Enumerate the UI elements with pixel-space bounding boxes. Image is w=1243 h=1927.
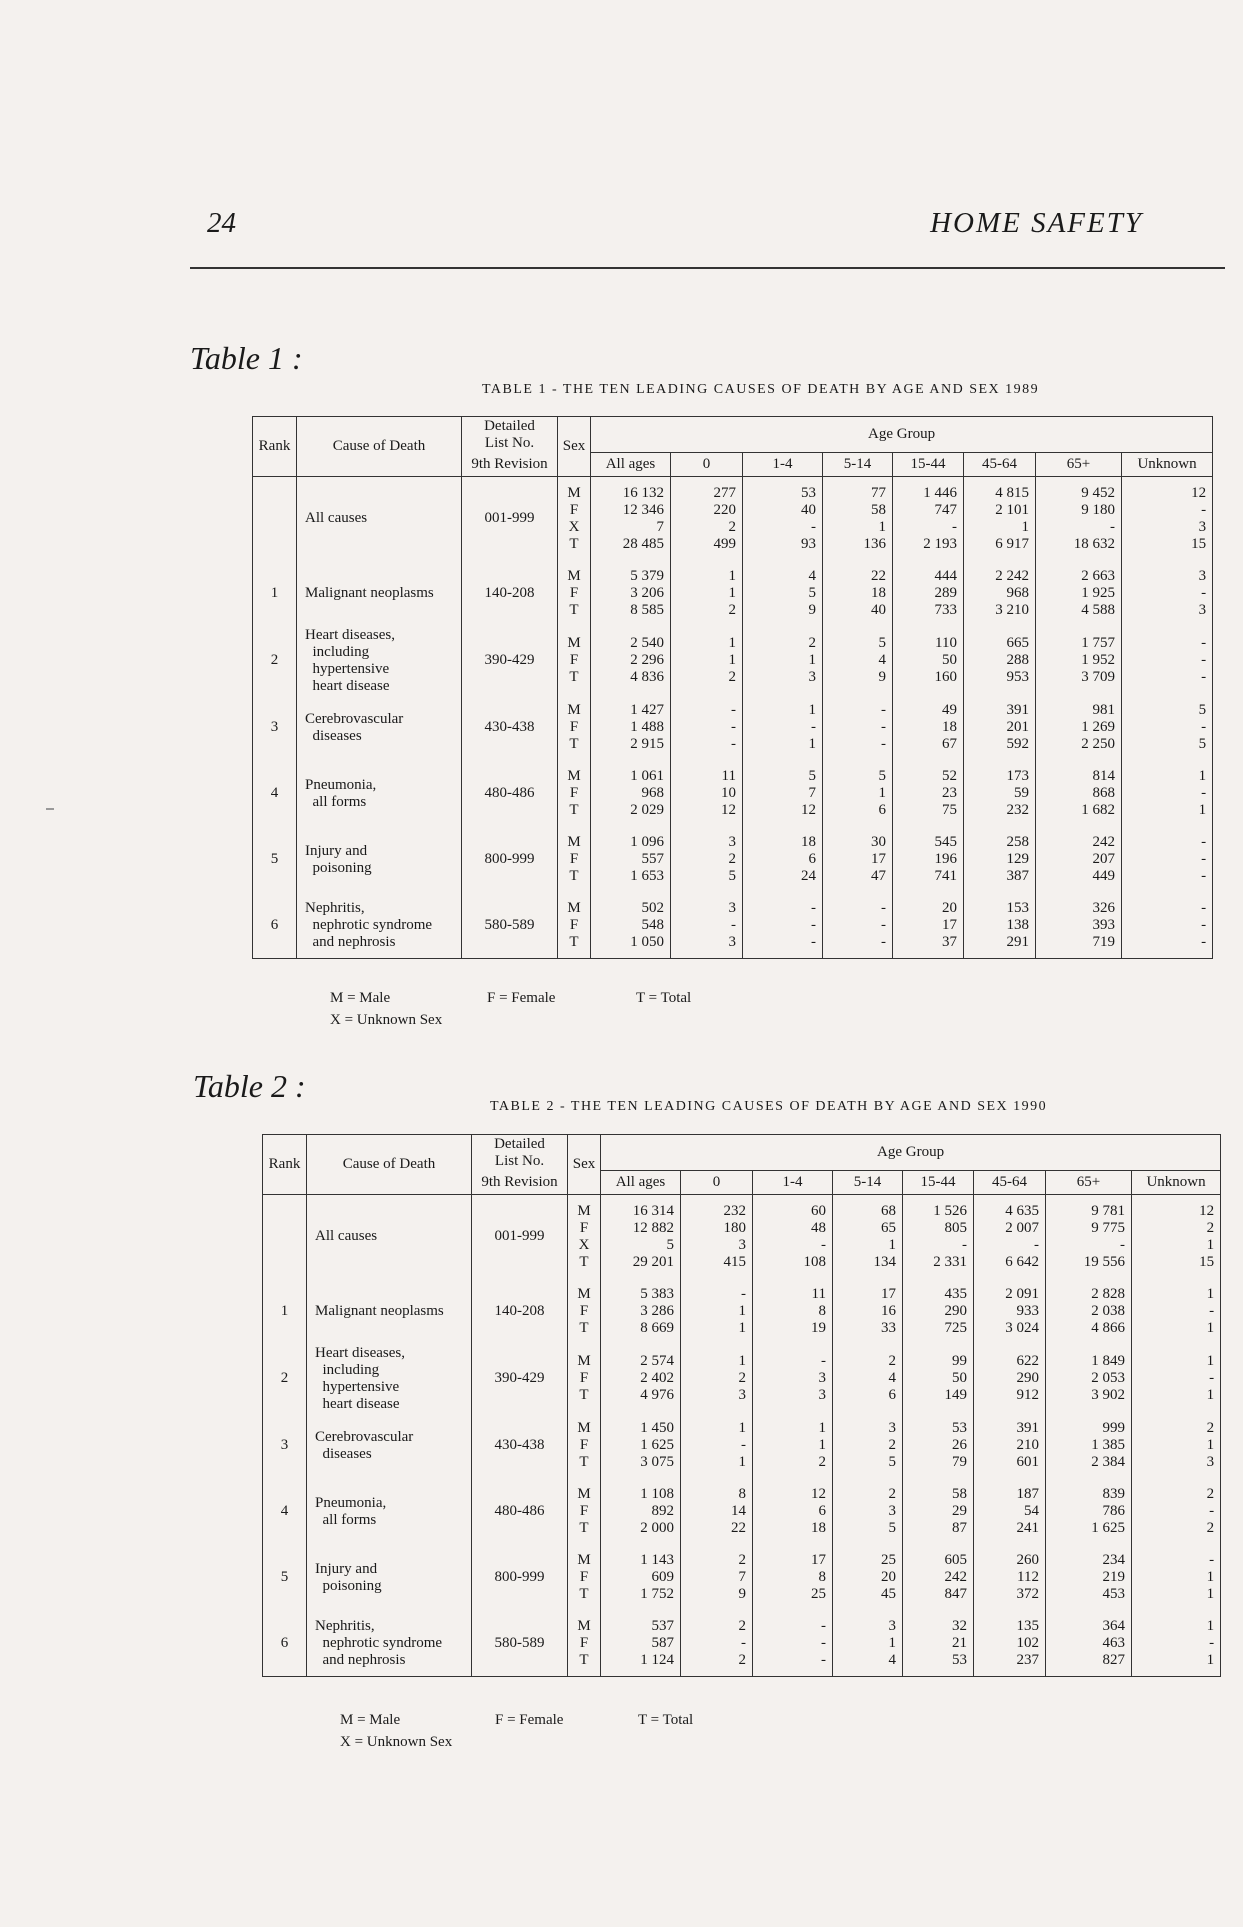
margin-mark	[46, 808, 54, 810]
rank-cell: 1	[263, 1279, 307, 1345]
value-cell: 30 17 47	[823, 827, 893, 893]
table-2-footnote-female: F = Female	[495, 1712, 564, 1728]
value-cell: 537 587 1 124	[601, 1611, 681, 1677]
header-rule	[190, 267, 1225, 269]
age-col-header: All ages	[591, 453, 671, 477]
sex-cell: M F T	[568, 1611, 601, 1677]
value-cell: 605 242 847	[903, 1545, 974, 1611]
rank-cell	[263, 1195, 307, 1279]
rank-cell: 2	[263, 1345, 307, 1413]
value-cell: 53 26 79	[903, 1413, 974, 1479]
value-cell: 1 757 1 952 3 709	[1036, 627, 1122, 695]
value-cell: 3 2 5	[671, 827, 743, 893]
value-cell: 1 427 1 488 2 915	[591, 695, 671, 761]
cause-cell: All causes	[307, 1195, 472, 1279]
value-cell: 135 102 237	[974, 1611, 1046, 1677]
table-2-footnote-unknown: X = Unknown Sex	[340, 1734, 453, 1750]
table-2	[262, 1134, 1221, 1677]
age-group-header: Age Group	[601, 1135, 1221, 1171]
list-no-cell: 800-999	[472, 1545, 568, 1611]
rank-header: Rank	[263, 1135, 307, 1195]
value-cell: - - -	[823, 695, 893, 761]
sex-header: Sex	[568, 1135, 601, 1195]
value-cell: 545 196 741	[893, 827, 964, 893]
value-cell: 3 1 4	[833, 1611, 903, 1677]
value-cell: 364 463 827	[1046, 1611, 1132, 1677]
value-cell: 49 18 67	[893, 695, 964, 761]
list-no-label: List No.	[484, 434, 535, 451]
value-cell: 58 29 87	[903, 1479, 974, 1545]
value-cell: - - -	[743, 893, 823, 959]
cause-cell: Injury and poisoning	[307, 1545, 472, 1611]
sex-cell: M F T	[558, 627, 591, 695]
value-cell: 5 7 12	[743, 761, 823, 827]
value-cell: 2 3 5	[833, 1479, 903, 1545]
value-cell: 3 - 3	[671, 893, 743, 959]
table-row	[263, 1413, 1221, 1479]
rank-cell: 2	[253, 627, 297, 695]
age-col-header: 1-4	[753, 1171, 833, 1195]
value-cell: - 3 3	[753, 1345, 833, 1413]
value-cell: 234 219 453	[1046, 1545, 1132, 1611]
value-cell: 2 4 6	[833, 1345, 903, 1413]
table-1-footnote-unknown: X = Unknown Sex	[330, 1012, 443, 1028]
value-cell: 20 17 37	[893, 893, 964, 959]
rank-cell	[253, 477, 297, 561]
sex-cell: M F X T	[568, 1195, 601, 1279]
table-row	[253, 477, 1213, 561]
age-col-header: 45-64	[974, 1171, 1046, 1195]
value-cell: 8 14 22	[681, 1479, 753, 1545]
value-cell: - - -	[671, 695, 743, 761]
value-cell: 4 635 2 007 - 6 642	[974, 1195, 1046, 1279]
sex-cell: M F T	[558, 827, 591, 893]
value-cell: 18 6 24	[743, 827, 823, 893]
value-cell: 1 1 2	[671, 627, 743, 695]
cause-cell: Cerebrovascular diseases	[307, 1413, 472, 1479]
age-col-header: 1-4	[743, 453, 823, 477]
value-cell: 1 - 1	[743, 695, 823, 761]
table-1-footnote-male: M = Male	[330, 990, 391, 1006]
table-2-label: Table 2 :	[193, 1068, 306, 1104]
list-no-label: List No.	[494, 1152, 545, 1169]
value-cell: 814 868 1 682	[1036, 761, 1122, 827]
value-cell: 16 314 12 882 5 29 201	[601, 1195, 681, 1279]
cause-cell: Malignant neoplasms	[307, 1279, 472, 1345]
rank-cell: 4	[253, 761, 297, 827]
value-cell: 1 - 1	[1132, 1611, 1221, 1677]
table-2-footnote-male: M = Male	[340, 1712, 401, 1728]
value-cell: 2 663 1 925 4 588	[1036, 561, 1122, 627]
value-cell: 68 65 1 134	[833, 1195, 903, 1279]
table-1	[252, 416, 1213, 959]
value-cell: 2 - 2	[681, 1611, 753, 1677]
table-row	[253, 827, 1213, 893]
value-cell: 444 289 733	[893, 561, 964, 627]
cause-cell: Heart diseases, including hypertensive heart disease	[297, 627, 462, 695]
cause-header: Cause of Death	[297, 417, 462, 477]
list-no-cell: 390-429	[462, 627, 558, 695]
rank-cell: 5	[253, 827, 297, 893]
value-cell: 173 59 232	[964, 761, 1036, 827]
detailed-header	[462, 417, 558, 453]
table-row	[253, 761, 1213, 827]
value-cell: 5 - 5	[1122, 695, 1213, 761]
value-cell: 2 - 2	[1132, 1479, 1221, 1545]
value-cell: 25 20 45	[833, 1545, 903, 1611]
value-cell: 2 242 968 3 210	[964, 561, 1036, 627]
value-cell: - - -	[1122, 627, 1213, 695]
value-cell: 110 50 160	[893, 627, 964, 695]
value-cell: 1 061 968 2 029	[591, 761, 671, 827]
sex-cell: M F T	[558, 761, 591, 827]
table-row	[263, 1545, 1221, 1611]
value-cell: 981 1 269 2 250	[1036, 695, 1122, 761]
list-no-cell: 480-486	[472, 1479, 568, 1545]
age-col-header: 5-14	[833, 1171, 903, 1195]
sex-cell: M F T	[568, 1545, 601, 1611]
value-cell: 2 828 2 038 4 866	[1046, 1279, 1132, 1345]
list-no-cell: 580-589	[462, 893, 558, 959]
table-row	[253, 893, 1213, 959]
value-cell: 3 2 5	[833, 1413, 903, 1479]
value-cell: 839 786 1 625	[1046, 1479, 1132, 1545]
value-cell: 1 - 1	[1122, 761, 1213, 827]
value-cell: 1 108 892 2 000	[601, 1479, 681, 1545]
age-group-header: Age Group	[591, 417, 1213, 453]
value-cell: 391 201 592	[964, 695, 1036, 761]
rank-header: Rank	[253, 417, 297, 477]
value-cell: 391 210 601	[974, 1413, 1046, 1479]
table-1-footnote-total: T = Total	[636, 990, 692, 1006]
cause-cell: All causes	[297, 477, 462, 561]
value-cell: 53 40 - 93	[743, 477, 823, 561]
value-cell: 502 548 1 050	[591, 893, 671, 959]
rank-cell: 6	[263, 1611, 307, 1677]
table-row	[263, 1195, 1221, 1279]
age-col-header: Unknown	[1132, 1171, 1221, 1195]
value-cell: 153 138 291	[964, 893, 1036, 959]
value-cell: 1 - 1	[1132, 1279, 1221, 1345]
value-cell: 435 290 725	[903, 1279, 974, 1345]
value-cell: 2 1 3	[743, 627, 823, 695]
sex-cell: M F T	[568, 1345, 601, 1413]
rank-cell: 5	[263, 1545, 307, 1611]
value-cell: 22 18 40	[823, 561, 893, 627]
list-no-cell: 140-208	[462, 561, 558, 627]
cause-cell: Nephritis, nephrotic syndrome and nephrosis	[297, 893, 462, 959]
table-1-caption: TABLE 1 - THE TEN LEADING CAUSES OF DEATH BY AGE AND SEX 1989	[482, 382, 1040, 397]
value-cell: 2 574 2 402 4 976	[601, 1345, 681, 1413]
value-cell: 1 143 609 1 752	[601, 1545, 681, 1611]
value-cell: 4 5 9	[743, 561, 823, 627]
cause-cell: Nephritis, nephrotic syndrome and nephrosis	[307, 1611, 472, 1677]
detailed-label: Detailed	[494, 1135, 545, 1152]
value-cell: 12 - 3 15	[1122, 477, 1213, 561]
value-cell: 1 - 1	[681, 1413, 753, 1479]
value-cell: - - -	[753, 1611, 833, 1677]
detailed-label: Detailed	[484, 417, 535, 434]
list-no-cell: 430-438	[462, 695, 558, 761]
value-cell: - - -	[823, 893, 893, 959]
age-col-header: Unknown	[1122, 453, 1213, 477]
value-cell: - 1 1	[681, 1279, 753, 1345]
value-cell: 2 1 3	[1132, 1413, 1221, 1479]
sex-cell: M F T	[558, 695, 591, 761]
value-cell: 1 2 3	[681, 1345, 753, 1413]
age-col-header: 65+	[1046, 1171, 1132, 1195]
value-cell: 260 112 372	[974, 1545, 1046, 1611]
value-cell: - 1 1	[1132, 1545, 1221, 1611]
cause-cell: Pneumonia, all forms	[307, 1479, 472, 1545]
value-cell: 12 2 1 15	[1132, 1195, 1221, 1279]
value-cell: 17 16 33	[833, 1279, 903, 1345]
age-col-header: 65+	[1036, 453, 1122, 477]
value-cell: 5 4 9	[823, 627, 893, 695]
value-cell: 5 1 6	[823, 761, 893, 827]
revision-header: 9th Revision	[462, 453, 558, 477]
value-cell: 1 446 747 - 2 193	[893, 477, 964, 561]
page-number: 24	[207, 207, 236, 239]
age-col-header: 0	[671, 453, 743, 477]
value-cell: 2 540 2 296 4 836	[591, 627, 671, 695]
cause-cell: Injury and poisoning	[297, 827, 462, 893]
value-cell: 665 288 953	[964, 627, 1036, 695]
rank-cell: 3	[253, 695, 297, 761]
rank-cell: 1	[253, 561, 297, 627]
sex-cell: M F T	[568, 1479, 601, 1545]
value-cell: 3 - 3	[1122, 561, 1213, 627]
list-no-cell: 480-486	[462, 761, 558, 827]
value-cell: 1 1 2	[753, 1413, 833, 1479]
value-cell: 1 450 1 625 3 075	[601, 1413, 681, 1479]
table-row	[263, 1279, 1221, 1345]
sex-cell: M F T	[568, 1279, 601, 1345]
table-1-footnote-female: F = Female	[487, 990, 556, 1006]
sex-cell: M F X T	[558, 477, 591, 561]
age-col-header: 15-44	[893, 453, 964, 477]
table-row	[253, 561, 1213, 627]
value-cell: 622 290 912	[974, 1345, 1046, 1413]
table-row	[263, 1479, 1221, 1545]
rank-cell: 3	[263, 1413, 307, 1479]
list-no-cell: 001-999	[472, 1195, 568, 1279]
value-cell: 11 10 12	[671, 761, 743, 827]
value-cell: 1 1 2	[671, 561, 743, 627]
value-cell: 9 452 9 180 - 18 632	[1036, 477, 1122, 561]
value-cell: 242 207 449	[1036, 827, 1122, 893]
list-no-cell: 430-438	[472, 1413, 568, 1479]
table-1-label: Table 1 :	[190, 340, 303, 376]
value-cell: 1 526 805 - 2 331	[903, 1195, 974, 1279]
table-2-caption: TABLE 2 - THE TEN LEADING CAUSES OF DEATH BY AGE AND SEX 1990	[490, 1099, 1048, 1114]
running-head: HOME SAFETY	[930, 207, 1143, 239]
value-cell: 258 129 387	[964, 827, 1036, 893]
value-cell: 9 781 9 775 - 19 556	[1046, 1195, 1132, 1279]
value-cell: 326 393 719	[1036, 893, 1122, 959]
value-cell: 1 096 557 1 653	[591, 827, 671, 893]
sex-cell: M F T	[558, 561, 591, 627]
list-no-cell: 800-999	[462, 827, 558, 893]
list-no-cell: 390-429	[472, 1345, 568, 1413]
cause-cell: Malignant neoplasms	[297, 561, 462, 627]
value-cell: 277 220 2 499	[671, 477, 743, 561]
list-no-cell: 580-589	[472, 1611, 568, 1677]
value-cell: 60 48 - 108	[753, 1195, 833, 1279]
value-cell: 1 - 1	[1132, 1345, 1221, 1413]
list-no-cell: 140-208	[472, 1279, 568, 1345]
rank-cell: 6	[253, 893, 297, 959]
age-col-header: 15-44	[903, 1171, 974, 1195]
cause-cell: Pneumonia, all forms	[297, 761, 462, 827]
rank-cell: 4	[263, 1479, 307, 1545]
value-cell: 99 50 149	[903, 1345, 974, 1413]
age-col-header: 45-64	[964, 453, 1036, 477]
value-cell: - - -	[1122, 827, 1213, 893]
value-cell: 5 379 3 206 8 585	[591, 561, 671, 627]
value-cell: 2 7 9	[681, 1545, 753, 1611]
value-cell: 52 23 75	[893, 761, 964, 827]
value-cell: - - -	[1122, 893, 1213, 959]
age-col-header: 5-14	[823, 453, 893, 477]
table-row	[263, 1345, 1221, 1413]
detailed-header	[472, 1135, 568, 1171]
value-cell: 32 21 53	[903, 1611, 974, 1677]
value-cell: 2 091 933 3 024	[974, 1279, 1046, 1345]
table-2-footnote-total: T = Total	[638, 1712, 694, 1728]
value-cell: 17 8 25	[753, 1545, 833, 1611]
sex-cell: M F T	[558, 893, 591, 959]
value-cell: 187 54 241	[974, 1479, 1046, 1545]
value-cell: 232 180 3 415	[681, 1195, 753, 1279]
value-cell: 1 849 2 053 3 902	[1046, 1345, 1132, 1413]
value-cell: 77 58 1 136	[823, 477, 893, 561]
table-row	[263, 1611, 1221, 1677]
revision-header: 9th Revision	[472, 1171, 568, 1195]
value-cell: 11 8 19	[753, 1279, 833, 1345]
age-col-header: All ages	[601, 1171, 681, 1195]
value-cell: 999 1 385 2 384	[1046, 1413, 1132, 1479]
value-cell: 16 132 12 346 7 28 485	[591, 477, 671, 561]
sex-cell: M F T	[568, 1413, 601, 1479]
table-row	[253, 627, 1213, 695]
sex-header: Sex	[558, 417, 591, 477]
cause-cell: Heart diseases, including hypertensive heart disease	[307, 1345, 472, 1413]
value-cell: 12 6 18	[753, 1479, 833, 1545]
value-cell: 4 815 2 101 1 6 917	[964, 477, 1036, 561]
cause-header: Cause of Death	[307, 1135, 472, 1195]
table-row	[253, 695, 1213, 761]
list-no-cell: 001-999	[462, 477, 558, 561]
value-cell: 5 383 3 286 8 669	[601, 1279, 681, 1345]
age-col-header: 0	[681, 1171, 753, 1195]
cause-cell: Cerebrovascular diseases	[297, 695, 462, 761]
